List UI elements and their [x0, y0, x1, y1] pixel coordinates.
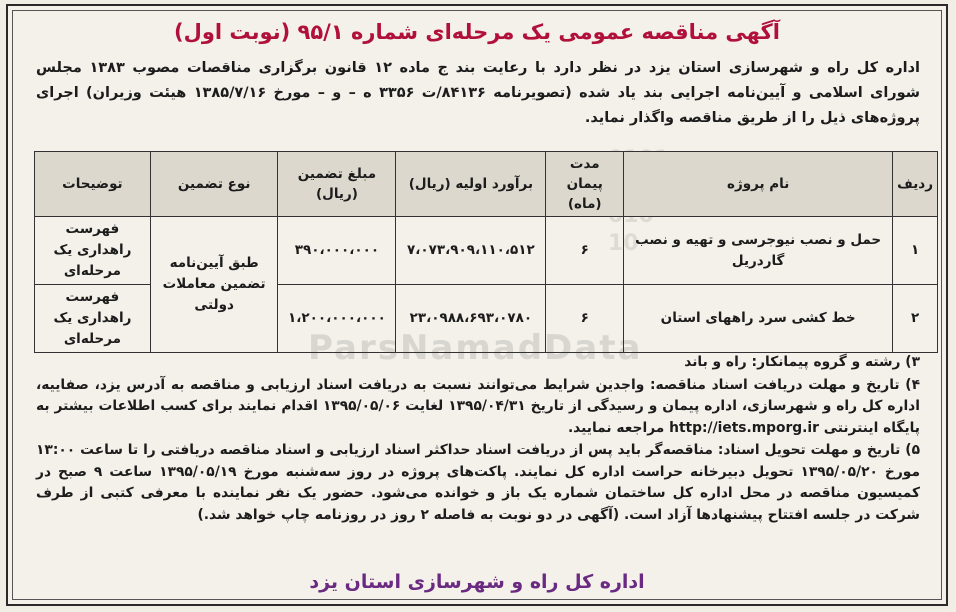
issuer-signature: اداره کل راه و شهرسازی استان یزد — [309, 571, 645, 593]
cell-estimate: ۲۳،۰۹۸۸،۶۹۳،۰۷۸۰ — [396, 285, 546, 353]
cell-row-number: ۱ — [893, 217, 938, 285]
header-notes: توضیحات — [35, 152, 151, 217]
cell-row-number: ۲ — [893, 285, 938, 353]
note-document-receipt — [36, 375, 920, 440]
cell-notes: فهرست راهداری یک مرحله‌ای — [35, 217, 151, 285]
note-contractor-field: ۳) رشته و گروه پیمانکار: راه و باند — [684, 354, 920, 370]
header-guarantee-type: نوع تضمین — [150, 152, 278, 217]
header-guarantee-amount: مبلغ تضمین (ریال) — [278, 152, 396, 217]
cell-duration: ۶ — [546, 285, 624, 353]
note-document-receipt-text: ۴) تاریخ و مهلت دریافت اسناد مناقصه: واجدین شرایط می‌توانند نسبت به دریافت اسناد ارزیابی و مناقصه به آدرس یزد، صفاییه، اداره کل راه و شهرسازی، اداره پیمان و رسیدگی از تاریخ ۱۳۹۵/۰۴/۳۱ لغایت ۱۳۹۵/۰۵/۰۶ اقدام نمایند برای کسب اطلاعات بیشتر به پایگاه اینترنتی — [36, 376, 920, 436]
projects-table — [34, 151, 938, 353]
note-document-delivery: ۵) تاریخ و مهلت تحویل اسناد: مناقصه‌گر باید پس از دریافت اسناد حداکثر اسناد ارزیابی و اسناد مناقصه دریافتی را تا ساعت ۱۳:۰۰ مورخ ۱۳۹۵/۰۵/۲۰ تحویل دبیرخانه حراست اداره کل نمایند. پاکت‌های پروژه در روز سه‌شنبه مورخ ۱۳۹۵/۰۵/۱۹ ساعت ۹ صبح در کمیسیون مناقصه در محل اداره کل ساختمان شماره یک باز و خوانده می‌شود. حضور یک نفر نماینده با معرفی کتبی از طرف شرکت در جلسه افتتاح پیشنهادها آزاد است. (آگهی در دو نوبت به فاصله ۲ روز در روزنامه چاپ خواهد شد.) — [36, 442, 920, 523]
notice-title: آگهی مناقصه عمومی یک مرحله‌ای شماره ۹۵/۱ (نوبت اول) — [174, 20, 780, 44]
notes-section — [36, 352, 920, 527]
website-link[interactable]: http://iets.mporg.ir — [669, 419, 819, 436]
watermark-digits: 10 — [608, 231, 639, 256]
notice-frame — [6, 4, 948, 606]
cell-project-name: خط کشی سرد راههای استان — [624, 285, 893, 353]
header-duration: مدت پیمان (ماه) — [546, 152, 624, 217]
table-header-row — [35, 152, 938, 217]
cell-duration: ۶ — [546, 217, 624, 285]
header-row-number: ردیف — [893, 152, 938, 217]
header-estimate: برآورد اولیه (ریال) — [396, 152, 546, 217]
cell-guarantee-amount: ۳۹۰،۰۰۰،۰۰۰ — [278, 217, 396, 285]
cell-guarantee-type: طبق آیین‌نامه تضمین معاملات دولتی — [150, 217, 278, 353]
cell-guarantee-amount: ۱،۲۰۰،۰۰۰،۰۰۰ — [278, 285, 396, 353]
intro-paragraph: اداره کل راه و شهرسازی استان یزد در نظر دارد با رعایت بند ج ماده ۱۲ قانون برگزاری مناقصات مصوب ۱۳۸۳ مجلس شورای اسلامی و آیین‌نامه اجرایی بند یاد شده (تصویرنامه ۸۴۱۳۶/ت ۳۳۵۶ ه – و – مورخ ۱۳۸۵/۷/۱۶ هیئت وزیران) اجرای پروژه‌های ذیل را از طریق مناقصه واگذار نماید. — [36, 60, 921, 126]
cell-estimate: ۷،۰۷۳،۹۰۹،۱۱۰،۵۱۲ — [396, 217, 546, 285]
cell-notes: فهرست راهداری یک مرحله‌ای — [35, 285, 151, 353]
watermark-text: ParsNamadData — [308, 328, 643, 368]
note-document-receipt-end: مراجعه نمایید. — [567, 419, 665, 436]
cell-project-name: حمل و نصب نیوجرسی و تهیه و نصب گاردریل — [624, 217, 893, 285]
header-project-name: نام پروژه — [624, 152, 893, 217]
table-row — [35, 217, 938, 285]
